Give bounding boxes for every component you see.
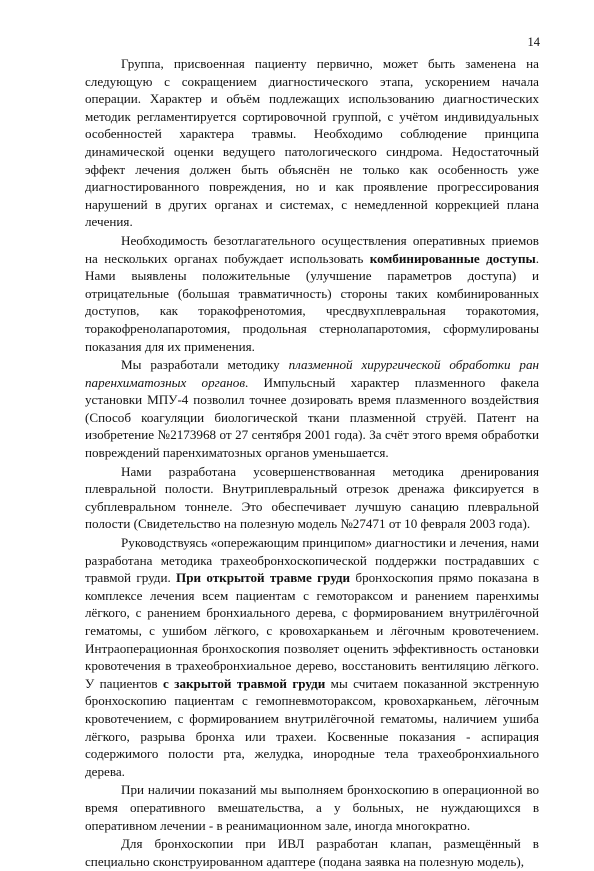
text-run: . Импульсный характер плазменного факела установки МПУ-4 позволил точнее дозировать время плазменного воздействия (Способ коагуляции биологической ткани плазменной струёй. Патент на изобретение №2173968 от 27 сентября 2001 года). За счёт этого время обработки повреждений паренхиматозных органов уменьшается. bbox=[85, 374, 540, 461]
paragraph-bronchoscopy-indications: При наличии показаний мы выполняем бронхоскопию в операционной во время оперативного вмешательства, а у больных, не нуждающихся в оперативном лечении - в реанимационном зале, иногда многократно. bbox=[85, 782, 539, 833]
italic-term-plasma-treatment: плазменной хирургической обработки ран паренхиматозных органов bbox=[85, 357, 539, 390]
paragraph-valve-adapter: Для бронхоскопии при ИВЛ разработан клапан, размещённый в специально сконструированном адаптере (подана заявка на полезную модель), bbox=[85, 836, 539, 869]
paragraph-bronchoscopy-support bbox=[85, 534, 539, 780]
paragraph-sorting-group: Группа, присвоенная пациенту первично, может быть заменена на следующую с сокращением диагностического этапа, ускорением начала операции. Характер и объём подлежащих использованию диагностических методик регламентируется сортировочной группой, с учётом индивидуальных особенностей характера травмы. Необходимо соблюдение принципа динамической оценки ведущего патологического синдрома. Недостаточный эффект лечения должен быть объяснён не только как особенность уже диагностированного повреждения, но и как проявление прогрессирования нарушений в других органах и системах, с немедленной коррекцией плана лечения. bbox=[85, 56, 539, 230]
text-run: мы считаем показанной экстренную бронхоскопию пациентам с гемопневмотораксом, кровохарканьем, лёгочным кровотечением, с формированием внутрилёгочной гематомы, наличием ушиба лёгкого, разрыва бронха или трахеи. Косвенные показания - аспирация содержимого полости рта, желудка, инородные тела трахеобронхиального дерева. bbox=[85, 675, 540, 779]
document-body bbox=[85, 55, 539, 871]
bold-term-closed-trauma: с закрытой травмой груди bbox=[163, 675, 326, 691]
text-run: Мы разработали методику bbox=[121, 357, 289, 373]
text-run: Необходимость безотлагательного осуществления оперативных приемов на нескольких органах побуждает использовать bbox=[85, 232, 539, 266]
paragraph-pleural-drainage: Нами разработана усовершенствованная методика дренирования плевральной полости. Внутриплевральный отрезок дренажа фиксируется в субплевральном тоннеле. Это обеспечивает лучшую санацию плевральной полости (Свидетельство на полезную модель №27471 от 10 февраля 2003 года). bbox=[85, 463, 539, 532]
bold-term-open-trauma: При открытой травме груди bbox=[176, 570, 351, 586]
page-number: 14 bbox=[527, 35, 540, 49]
bold-term-combined-access: комбинированные доступы bbox=[369, 250, 536, 266]
paragraph-combined-access bbox=[85, 232, 539, 355]
text-run: . Нами выявлены положительные (улучшение параметров доступа) и отрицательные (большая травматичность) стороны таких комбинированных доступов, как торакофренотомия, чресдвухплевральная торакотомия, торакофренолапаротомия, продольная стернолапаротомия, сформулированы показания для их применения. bbox=[85, 250, 539, 354]
text-run: Руководствуясь «опережающим принципом» диагностики и лечения, нами разработана методика трахеобронхоскопической поддержки пострадавших с травмой груди. bbox=[85, 535, 539, 586]
text-run: бронхоскопия прямо показана в комплексе лечения всем пациентам с гемотораксом и ранением паренхимы лёгкого, с ранением бронхиального дерева, с формированием внутрилёгочной гематомы, с ушибом лёгкого, с кровохарканьем и лёгочным кровотечением. Интраоперационная бронхоскопия позволяет оценить эффективность остановки кровотечения в трахеобронхиальное дерево, восстановить вентиляцию лёгкого. У пациентов bbox=[85, 570, 539, 691]
paragraph-plasma-treatment bbox=[85, 356, 539, 462]
